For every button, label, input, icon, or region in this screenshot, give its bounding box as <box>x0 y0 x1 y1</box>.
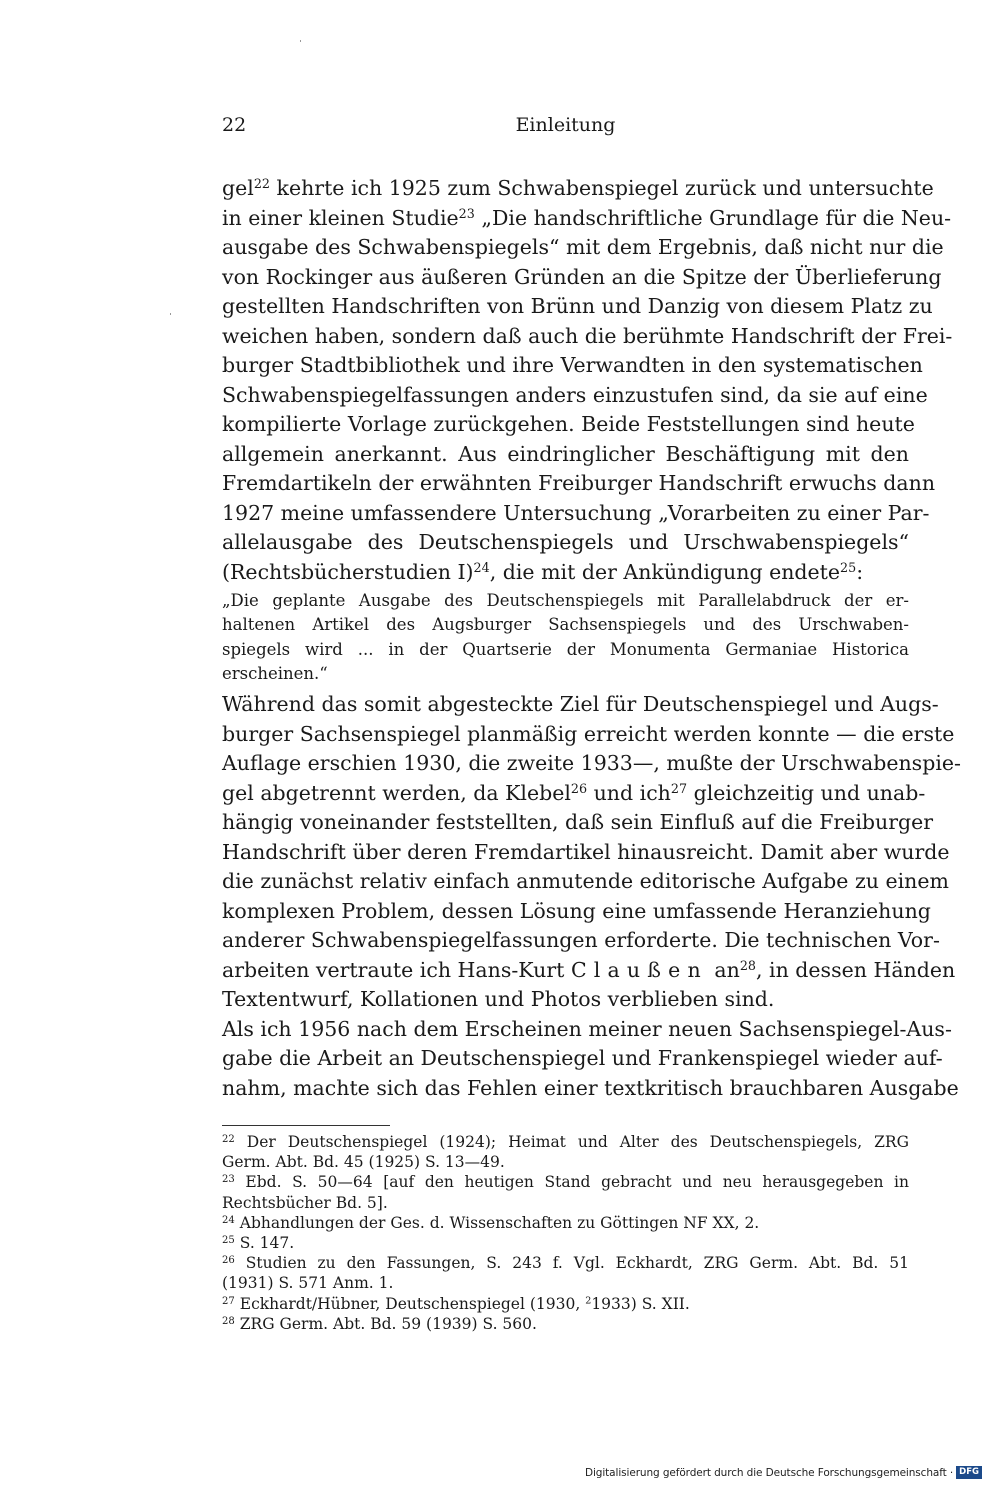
text-line: Schwabenspiegelfassungen anders einzustufen sind, da sie auf eine <box>222 382 928 407</box>
text-line: hängig voneinander feststellten, daß sein Einfluß auf die Freiburger <box>222 810 934 835</box>
text-line: burger Sachsenspiegel planmäßig erreicht werden konnte — die erste <box>222 721 955 746</box>
text-line: allgemein anerkannt. Aus eindringlicher Beschäftigung mit den <box>222 441 909 466</box>
page-number: 22 <box>222 114 247 136</box>
text-line: gestellten Handschriften von Brünn und Danzig von diesem Platz zu <box>222 294 933 318</box>
spaced-name: Claußen <box>570 957 708 982</box>
text-line: gabe die Arbeit an Deutschenspiegel und Frankenspiegel wieder auf- <box>222 1046 943 1071</box>
footnote-line: $^{28}$ ZRG Germ. Abt. Bd. 59 (1939) S. 560. <box>222 1314 537 1333</box>
text-line: Auflage erschien 1930, die zweite 1933—, mußte der Urschwabenspie- <box>222 751 961 776</box>
footnote-line: $^{26}$ Studien zu den Fassungen, S. 243 f. Vgl. Eckhardt, ZRG Germ. Abt. Bd. 51 <box>222 1254 909 1273</box>
text-line: Handschrift über deren Fremdartikel hinausreicht. Damit aber wurde <box>222 839 950 864</box>
footnotes <box>222 1132 909 1334</box>
footnote-ref: 23 <box>458 205 475 221</box>
quote-line: „Die geplante Ausgabe des Deutschenspiegels mit Parallelabdruck der er- <box>222 591 909 610</box>
footnote-line: Rechtsbücher Bd. 5]. <box>222 1193 388 1212</box>
text-line: in einer kleinen Studie$^{23}$ „Die handschriftliche Grundlage für die Neu- <box>222 205 952 230</box>
footnote-ref: 26 <box>570 780 588 796</box>
footnote-line: $^{22}$ Der Deutschenspiegel (1924); Heimat und Alter des Deutschenspiegels, ZRG <box>222 1133 909 1151</box>
text-line: gel abgetrennt werden, da Klebel$^{26}$ und ich$^{27}$ gleichzeitig und unab- <box>222 780 926 805</box>
running-title: Einleitung <box>515 114 616 136</box>
text-line: 1927 meine umfassendere Untersuchung „Vorarbeiten zu einer Par- <box>222 500 930 525</box>
quote-line: erscheinen.“ <box>222 663 328 683</box>
text-line: Während das somit abgesteckte Ziel für Deutschenspiegel und Augs- <box>222 692 939 717</box>
text-line: komplexen Problem, dessen Lösung eine umfassende Heranziehung <box>222 898 931 923</box>
footnote-line: (1931) S. 571 Anm. 1. <box>222 1274 394 1293</box>
text-line: Textentwurf, Kollationen und Photos verblieben sind. <box>222 987 775 1012</box>
text-line: von Rockinger aus äußeren Gründen an die Spitze der Überlieferung <box>222 264 942 289</box>
text-line: arbeiten vertraute ich Hans-Kurt Claußen $an^{28}$, in dessen Händen <box>222 957 956 982</box>
text-line: (Rechtsbücherstudien I)$^{24}$, die mit der Ankündigung endete$^{25}$: <box>222 559 864 584</box>
quote-line: spiegels wird ... in der Quartserie der Monumenta Germaniae Historica <box>222 639 909 659</box>
footnote-ref: 22 <box>253 176 270 192</box>
dfg-logo-icon: DFG <box>956 1466 982 1479</box>
text-line: Als ich 1956 nach dem Erscheinen meiner neuen Sachsenspiegel-Aus- <box>222 1016 952 1041</box>
text-line: die zunächst relativ einfach anmutende editorische Aufgabe zu einem <box>222 869 949 894</box>
footnote-line: $^{24}$ Abhandlungen der Ges. d. Wissenschaften zu Göttingen NF XX, 2. <box>222 1213 760 1232</box>
footnote-line: $^{25}$ S. 147. <box>222 1233 295 1252</box>
footnote-line: $^{27}$ Eckhardt/Hübner, Deutschenspiegel (1930, $^2$1933) S. XII. <box>222 1294 690 1313</box>
text-line: burger Stadtbibliothek und ihre Verwandten in den systematischen <box>222 353 923 377</box>
text-line: gel$^{22}$ kehrte ich 1925 zum Schwabenspiegel zurück und untersuchte <box>222 176 934 200</box>
footnote-ref: 25 <box>840 559 857 575</box>
footnote-divider <box>222 1125 390 1126</box>
text-line: nahm, machte sich das Fehlen einer textkritisch brauchbaren Ausgabe <box>222 1075 959 1100</box>
footer-credit: Digitalisierung gefördert durch die Deutsche Forschungsgemeinschaft · <box>584 1466 954 1479</box>
footnote-ref: 24 <box>473 559 490 575</box>
text-line: ausgabe des Schwabenspiegels“ mit dem Ergebnis, daß nicht nur die <box>222 235 944 259</box>
text-line: kompilierte Vorlage zurückgehen. Beide Feststellungen sind heute <box>222 412 915 436</box>
footnote-ref: 28 <box>739 957 756 973</box>
text-line: Fremdartikeln der erwähnten Freiburger Handschrift erwuchs dann <box>222 471 936 495</box>
footnote-ref: 27 <box>670 780 688 796</box>
quote-line: haltenen Artikel des Augsburger Sachsenspiegels und des Urschwaben- <box>222 615 909 635</box>
block-quote <box>222 589 909 686</box>
footnote-line: Germ. Abt. Bd. 45 (1925) S. 13—49. <box>222 1153 505 1172</box>
scan-speck <box>300 40 301 42</box>
text-line: allelausgabe des Deutschenspiegels und Urschwabenspiegels“ <box>222 530 909 554</box>
page-header <box>222 114 909 144</box>
text-line: anderer Schwabenspiegelfassungen erforderte. Die technischen Vor- <box>222 928 940 953</box>
main-text <box>222 174 961 1103</box>
scan-speck <box>170 313 171 315</box>
digitization-footer <box>585 1466 982 1479</box>
text-line: weichen haben, sondern daß auch die berühmte Handschrift der Frei- <box>222 323 953 348</box>
footnote-line: $^{23}$ Ebd. S. 50—64 [auf den heutigen Stand gebracht und neu herausgegeben in <box>222 1173 909 1192</box>
